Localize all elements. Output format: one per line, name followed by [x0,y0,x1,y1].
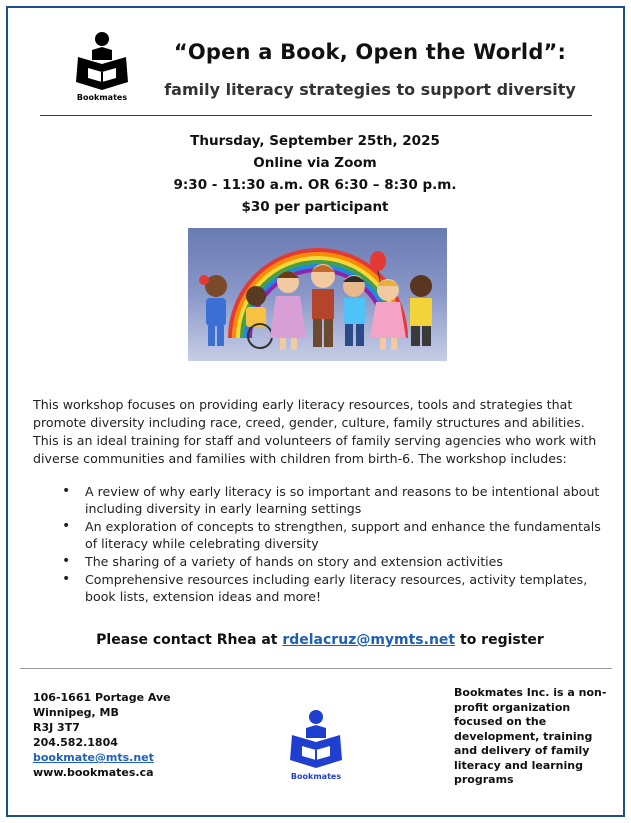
workshop-includes-list [60,483,615,606]
postal-code: R3J 3T7 [33,721,80,734]
event-times: 9:30 - 11:30 a.m. OR 6:30 – 8:30 p.m. [173,177,457,193]
website-text: www.bookmates.ca [33,766,154,779]
bookmates-logo [70,30,134,102]
event-details [100,130,530,218]
organization-about: Bookmates Inc. is a non-profit organization focused on the development, training and delivery of family literacy and learning programs [454,686,607,786]
footer-divider [20,668,612,669]
footer-email-link[interactable]: bookmate@mts.net [33,751,154,764]
event-date: Thursday, September 25th, 2025 [190,133,440,149]
address-line1: 106-1661 Portage Ave [33,691,171,704]
page-title: “Open a Book, Open the World”: [173,40,567,64]
contact-prefix: Please contact Rhea at [96,632,283,648]
workshop-description: This workshop focuses on providing early literacy resources, tools and strategies that promote diversity including race, creed, gender, culture, family structures and abilities. This is an ideal training for staff and volunteers of family serving agencies who work with diverse communities and families with children from birth-6. The workshop includes: [33,397,597,466]
page-subtitle: family literacy strategies to support diversity [164,80,576,99]
list-item: • Comprehensive resources including early literacy resources, activity templates, book lists, extension ideas and more! [60,571,615,605]
event-venue: Online via Zoom [253,155,377,171]
event-price: $30 per participant [241,199,389,215]
bookmates-logo-footer [285,708,347,782]
footer-address [33,690,233,780]
contact-email-link[interactable]: rdelacruz@mymts.net [282,632,456,648]
list-item: • The sharing of a variety of hands on story and extension activities [60,553,615,570]
address-line2: Winnipeg, MB [33,706,119,719]
contact-suffix: to register [455,632,544,648]
list-item: • A review of why early literacy is so important and reasons to be intentional about including diversity in early learning settings [60,483,615,517]
diversity-children-illustration [188,228,447,361]
list-item: • An exploration of concepts to strengthen, support and enhance the fundamentals of literacy while celebrating diversity [60,518,615,552]
header-divider [40,115,592,116]
contact-line [40,632,600,648]
footer-logo-text: Bookmates [290,772,342,781]
logo-text: Bookmates [76,93,128,102]
phone-number: 204.582.1804 [33,736,118,749]
